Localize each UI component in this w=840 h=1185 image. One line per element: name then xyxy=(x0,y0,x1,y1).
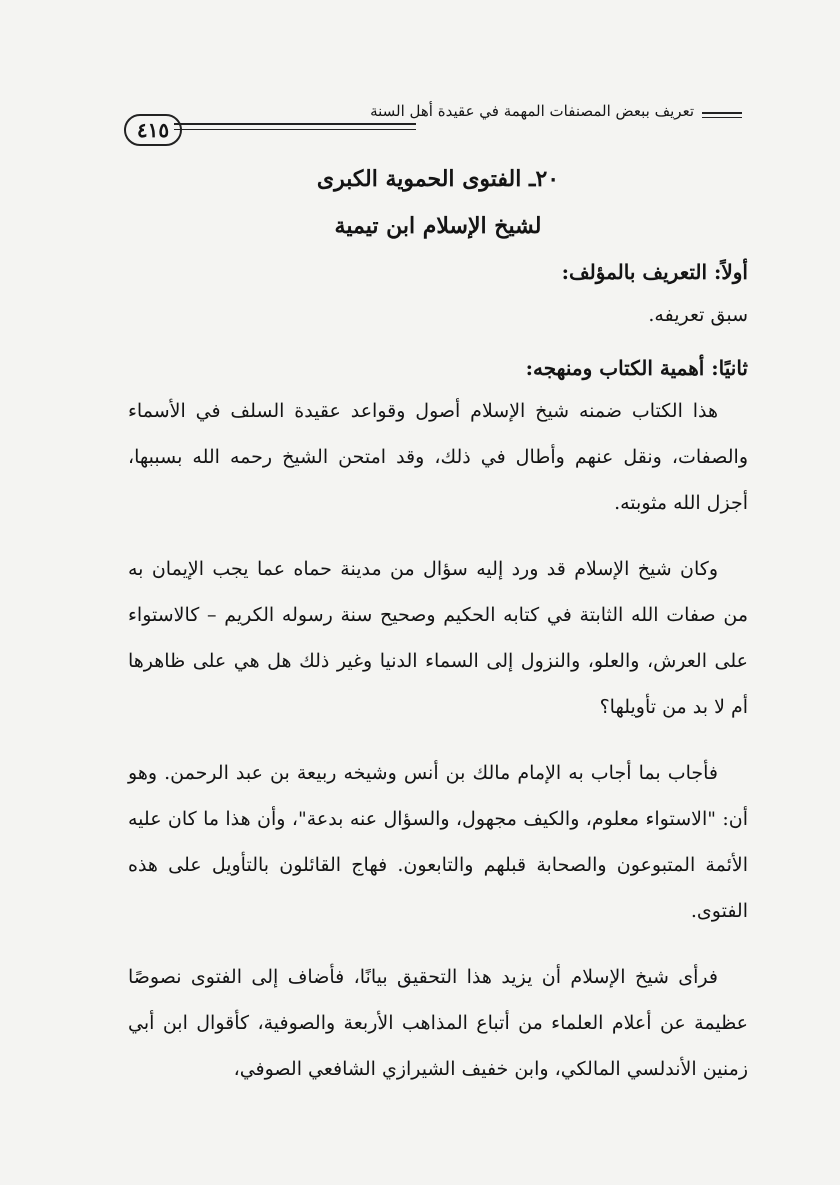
page-number: ٤١٥ xyxy=(124,114,182,146)
paragraph: فأجاب بما أجاب به الإمام مالك بن أنس وشيخه ربيعة بن عبد الرحمن. وهو أن: "الاستواء معلوم، والكيف مجهول، والسؤال عنه بدعة"، وأن هذا ما كان عليه الأئمة المتبوعون والصحابة قبلهم والتابعون. فهاج القائلون بالتأويل على هذه الفتوى. xyxy=(128,762,748,922)
paragraph: وكان شيخ الإسلام قد ورد إليه سؤال من مدينة حماه عما يجب الإيمان به من صفات الله الثابتة في كتابه الحكيم وصحيح سنة رسوله الكريم – كالاستواء على العرش، والعلو، والنزول إلى السماء الدنيا وغير ذلك هل هي على ظاهرها أم لا بد من تأويلها؟ xyxy=(128,558,748,718)
running-title: تعريف ببعض المصنفات المهمة في عقيدة أهل السنة xyxy=(370,102,694,120)
section-heading-author: أولاً: التعريف بالمؤلف: xyxy=(561,260,748,284)
chapter-title: ٢٠ـ الفتوى الحموية الكبرى xyxy=(316,166,560,192)
page-content xyxy=(128,150,748,1092)
chapter-subtitle: لشيخ الإسلام ابن تيمية xyxy=(334,213,542,239)
section-heading-importance: ثانيًا: أهمية الكتاب ومنهجه: xyxy=(525,356,748,380)
paragraph: فرأى شيخ الإسلام أن يزيد هذا التحقيق بيانًا، فأضاف إلى الفتوى نصوصًا عظيمة عن أعلام العلماء من أتباع المذاهب الأربعة والصوفية، كأقوال ابن أبي زمنين الأندلسي المالكي، وابن خفيف الشيرازي الشافعي الصوفي، xyxy=(128,966,748,1080)
page-header xyxy=(118,98,744,148)
header-dash xyxy=(702,112,742,118)
section-text-author: سبق تعريفه. xyxy=(648,304,748,326)
paragraph: هذا الكتاب ضمنه شيخ الإسلام أصول وقواعد عقيدة السلف في الأسماء والصفات، ونقل عنهم وأطال في ذلك، وقد امتحن الشيخ رحمه الله بسببها، أجزل الله مثوبته. xyxy=(128,400,748,514)
header-rule xyxy=(174,123,416,130)
